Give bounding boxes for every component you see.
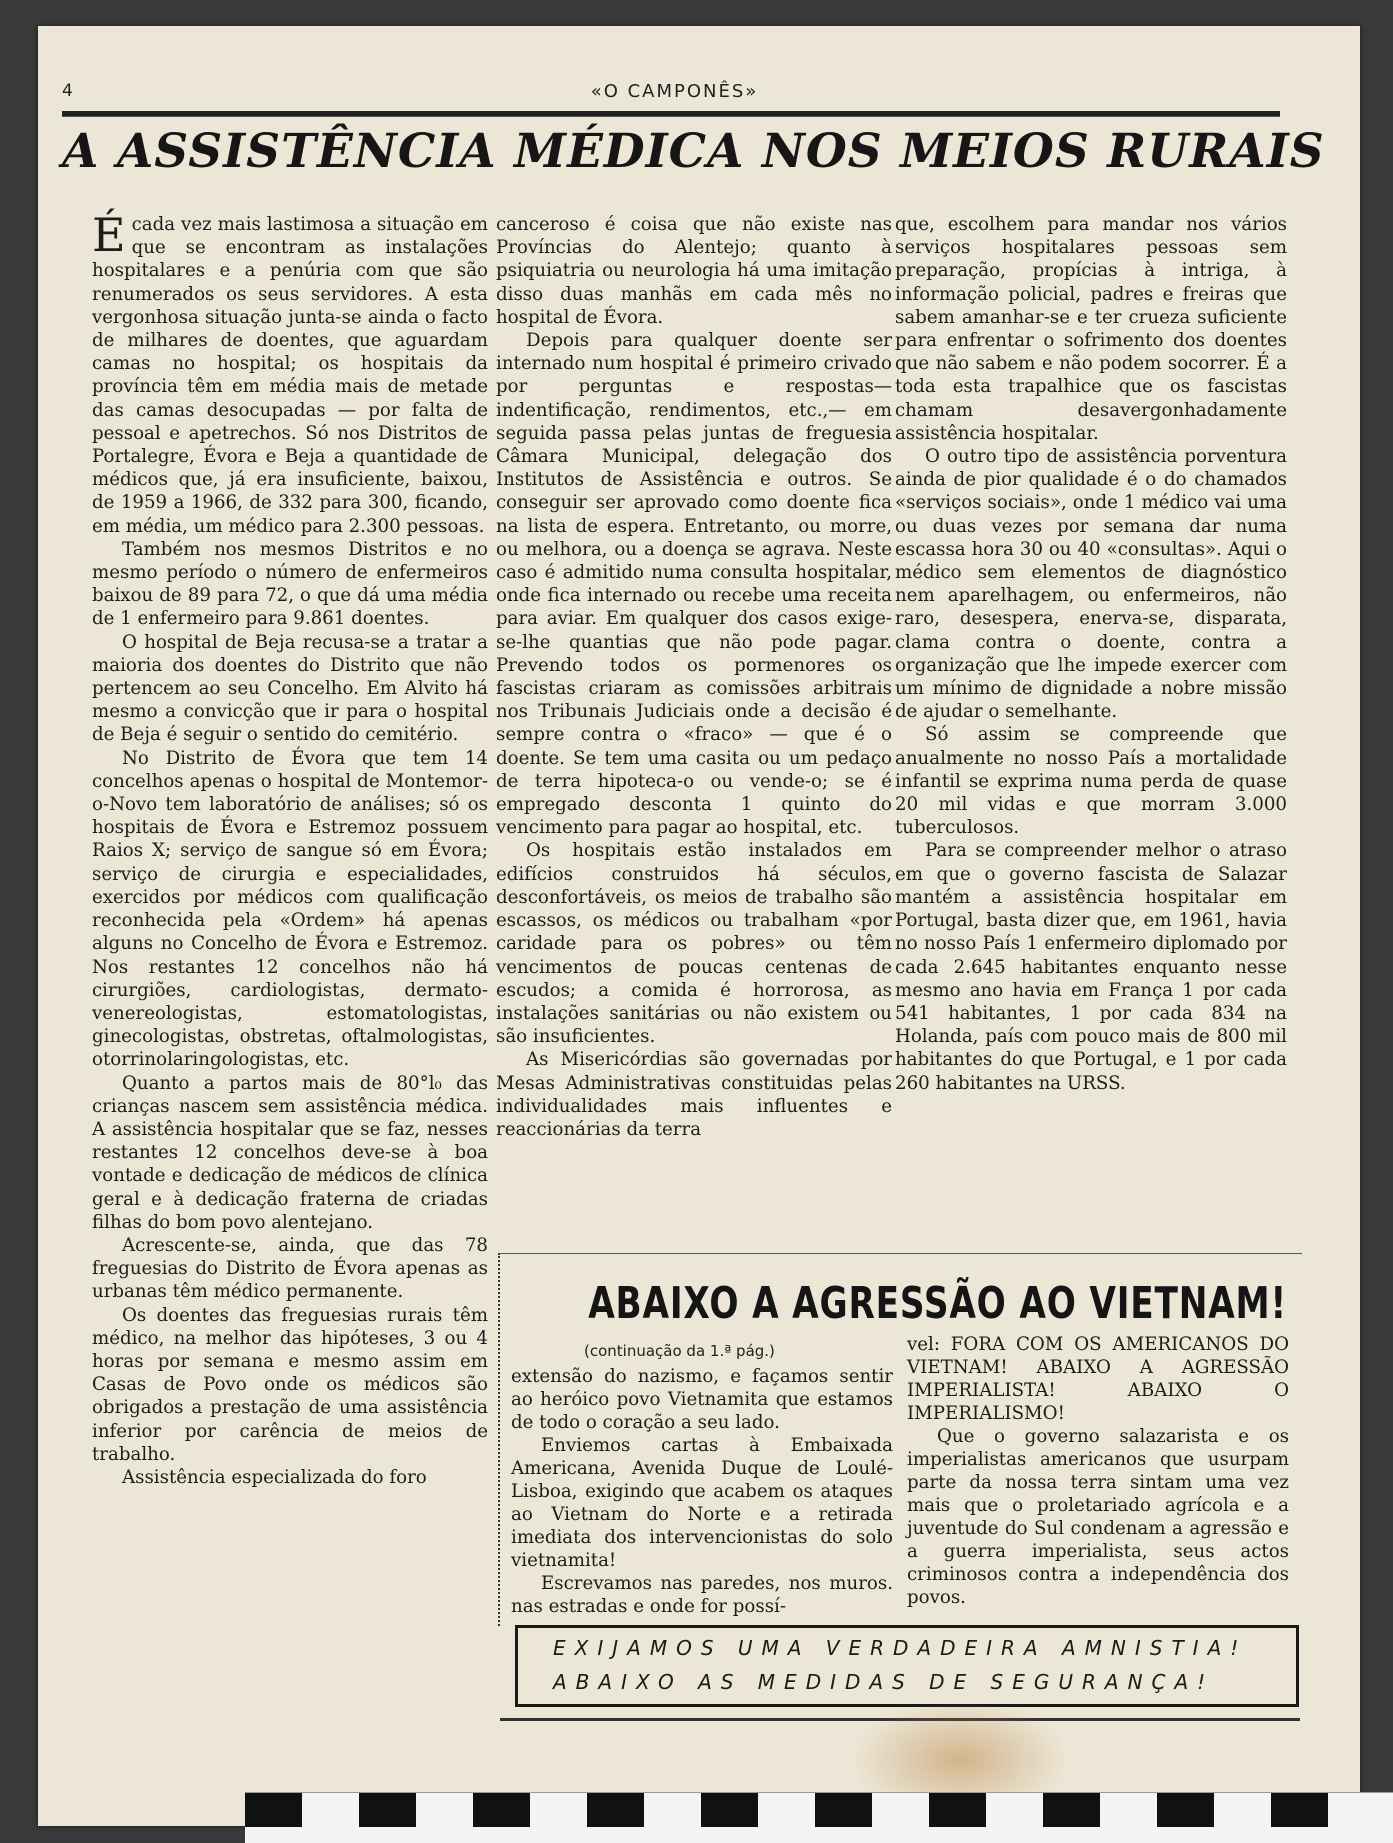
page-number: 4 <box>62 81 73 101</box>
page-header <box>62 55 1287 113</box>
article-column-2 <box>496 213 892 1141</box>
article-paragraph: Assistência especializada do foro <box>122 1466 427 1488</box>
ruler-segment <box>473 1793 530 1827</box>
box-paragraph: vel: FORA COM OS AMERICANOS DO VIETNAM! ABAIXO A AGRESSÃO IMPERIALISTA! ABAIXO O IMPERIALISMO! <box>907 1334 1289 1424</box>
slogan-line-2: ABAIXO AS MEDIDAS DE SEGURANÇA! <box>553 1670 1215 1694</box>
box-column-2 <box>907 1333 1289 1609</box>
article-headline: A ASSISTÊNCIA MÉDICA NOS MEIOS RURAIS <box>62 124 1325 179</box>
article-paragraph: Depois para qualquer doente ser internado num hospital é primeiro crivado por perguntas e respostas— indentificação, rendimentos, etc.,— em seguida passa pelas juntas de freguesia Câmara Municipal, delegação dos Institutos de Assistência e outros. Se conseguir ser aprovado como doente fica na lista de espera. Entretanto, ou morre, ou melhora, ou a doença se agrava. Neste caso é admitido numa consulta hospitalar, onde fica internado ou recebe uma receita para aviar. Em qualquer dos casos exige-se-lhe quantias que não pode pagar. Prevendo todos os pormenores os fascistas criaram as comissões arbitrais nos Tribunais Judiciais onde a decisão é sempre contra o «fraco» — que é o doente. Se tem uma casita ou um pedaço de terra hipoteca-o ou vende-o; se é empregado desconta 1 quinto do vencimento para pagar ao hospital, etc. <box>496 330 892 839</box>
ruler-segment <box>1043 1793 1100 1827</box>
article-paragraph: Só assim se compreende que anualmente no nosso País a mortalidade infantil se exprima numa perda de quase 20 mil vidas e que morram 3.000 tuberculosos. <box>895 724 1287 839</box>
box-paragraph: Enviemos cartas à Embaixada Americana, Avenida Duque de Loulé-Lisboa, exigindo que acabem os ataques ao Vietnam do Norte e a retirada imediata dos intervencionistas do solo vietnamita! <box>511 1435 893 1571</box>
box-paragraph: extensão do nazismo, e façamos sentir ao heróico povo Vietnamita que estamos de todo o coração a seu lado. <box>511 1366 893 1433</box>
article-paragraph: canceroso é coisa que não existe nas Províncias do Alentejo; quanto à psiquiatria ou neurologia há uma imitação disso duas manhãs em cada mês no hospital de Évora. <box>496 214 892 328</box>
article-paragraph: O hospital de Beja recusa-se a tratar a maioria dos doentes do Distrito que não pertencem ao seu Concelho. Em Alvito há mesmo a convicção que ir para o hospital de Beja é seguir o sentido do cemitério. <box>92 631 488 746</box>
slogan-line-1: EXIJAMOS UMA VERDADEIRA AMNISTIA! <box>553 1636 1248 1660</box>
scale-ruler <box>245 1792 1393 1843</box>
ruler-segment <box>1157 1793 1214 1827</box>
article-column-3 <box>895 213 1287 1095</box>
article-column-1 <box>92 208 488 1489</box>
box-column-1 <box>511 1365 893 1618</box>
article-paragraph: No Distrito de Évora que tem 14 concelhos apenas o hospital de Montemor-o-Novo tem laboratório de análises; só os hospitais de Évora e Estremoz possuem Raios X; serviço de sangue só em Évora; serviço de cirurgia e especialidades, exercidos por médicos com qualificação reconhecida pela «Ordem» há apenas alguns no Concelho de Évora e Estremoz. Nos restantes 12 concelhos não há cirurgiões, cardiologistas, dermato-venereologistas, estomatologistas, ginecologistas, obstretas, oftalmologistas, otorrinolaringologistas, etc. <box>92 747 488 1071</box>
article-paragraph: Também nos mesmos Distritos e no mesmo período o número de enfermeiros baixou de 89 para 72, o que dá uma média de 1 enfermeiro para 9.861 doentes. <box>92 538 488 630</box>
article-paragraph: Os doentes das freguesias rurais têm médico, na melhor das hipóteses, 3 ou 4 horas por semana e mesmo assim em Casas de Povo onde os médicos são obrigados a prestação de uma assistência inferior por carência de meios de trabalho. <box>92 1304 488 1465</box>
box-headline: ABAIXO A AGRESSÃO AO VIETNAM! <box>588 1278 1287 1329</box>
ruler-segment <box>929 1793 986 1827</box>
ruler-segment <box>815 1793 872 1827</box>
article-paragraph: Acrescente-se, ainda, que das 78 freguesias do Distrito de Évora apenas as urbanas têm médico permanente. <box>92 1234 488 1303</box>
article-paragraph: As Misericórdias são governadas por Mesas Administrativas constituidas pelas individualidades mais influentes e reaccionárias da terra <box>496 1049 892 1140</box>
drop-cap: É <box>92 208 126 262</box>
article-paragraph: que, escolhem para mandar nos vários serviços hospitalares pessoas sem preparação, propícias à intriga, à informação policial, padres e freiras que sabem amanhar-se e ter crueza suficiente para enfrentar o sofrimento dos doentes que não sabem e não podem socorrer. É a toda esta trapalhice que os fascistas chamam desavergonhadamente assistência hospitalar. <box>895 214 1287 444</box>
box-paragraph: Escrevamos nas paredes, nos muros. nas estradas e onde for possí- <box>511 1573 893 1617</box>
slogan-box <box>515 1625 1299 1707</box>
ruler-segment <box>701 1793 758 1827</box>
header-rule <box>62 111 1280 117</box>
box-paragraph: Que o governo salazarista e os imperialistas americanos que usurpam parte da nossa terra sintam uma vez mais que o proletariado agrícola e a juventude do Sul condenam a agressão e a guerra imperialista, seus actos criminosos contra a independência dos povos. <box>907 1426 1289 1608</box>
masthead: «O CAMPONÊS» <box>590 81 759 102</box>
continuation-note: (continuação da 1.ª pág.) <box>584 1342 775 1360</box>
article-paragraph: Quanto a partos mais de 80°l₀ das crianças nascem sem assistência médica. A assistência hospitalar que se faz, nesses restantes 12 concelhos deve-se à boa vontade e dedicação de médicos de clínica geral e à dedicação fraterna de criadas filhas do bom povo alentejano. <box>92 1072 488 1233</box>
ruler-segment <box>359 1793 416 1827</box>
article-paragraph: O outro tipo de assistência porventura ainda de pior qualidade é o do chamados «serviços sociais», onde 1 médico vai uma ou duas vezes por semana dar numa escassa hora 30 ou 40 «consultas». Aqui o médico sem elementos de diagnóstico nem aparelhagem, ou enfermeiros, não raro, desespera, enerva-se, disparata, clama contra o doente, contra a organização que lhe impede exercer com um mínimo de dignidade a nobre missão de ajudar o semelhante. <box>895 446 1287 723</box>
ruler-segment <box>1271 1793 1328 1827</box>
ruler-segment <box>587 1793 644 1827</box>
article-paragraph: Os hospitais estão instalados em edifícios construidos há séculos, desconfortáveis, os meios de trabalho são escassos, os médicos ou trabalham «por caridade para os pobres» ou têm vencimentos de poucas centenas de escudos; a comida é horrorosa, as instalações sanitárias ou não existem ou são insuficientes. <box>496 840 892 1048</box>
ruler-segment <box>245 1793 302 1827</box>
article-paragraph: É cada vez mais lastimosa a situação em que se encontram as instalações hospitalares e a penúria com que são renumerados os seus servidores. A esta vergonhosa situação junta-se ainda o facto de milhares de doentes, que aguardam camas no hospital; os hospitais da província têm em média mais de metade das camas desocupadas — por falta de pessoal e apetrechos. Só nos Distritos de Portalegre, Évora e Beja a quantidade de médicos que, já era insuficiente, baixou, de 1959 a 1966, de 332 para 300, ficando, em média, um médico para 2.300 pessoas. <box>92 208 488 537</box>
article-paragraph: Para se compreender melhor o atraso em que o governo fascista de Salazar mantém a assistência hospitalar em Portugal, basta dizer que, em 1961, havia no nosso País 1 enfermeiro diplomado por cada 2.645 habitantes enquanto nesse mesmo ano havia em França 1 por cada 541 habitantes, 1 por cada 834 na Holanda, país com pouco mais de 800 mil habitantes do que Portugal, e 1 por cada 260 habitantes na URSS. <box>895 840 1287 1094</box>
